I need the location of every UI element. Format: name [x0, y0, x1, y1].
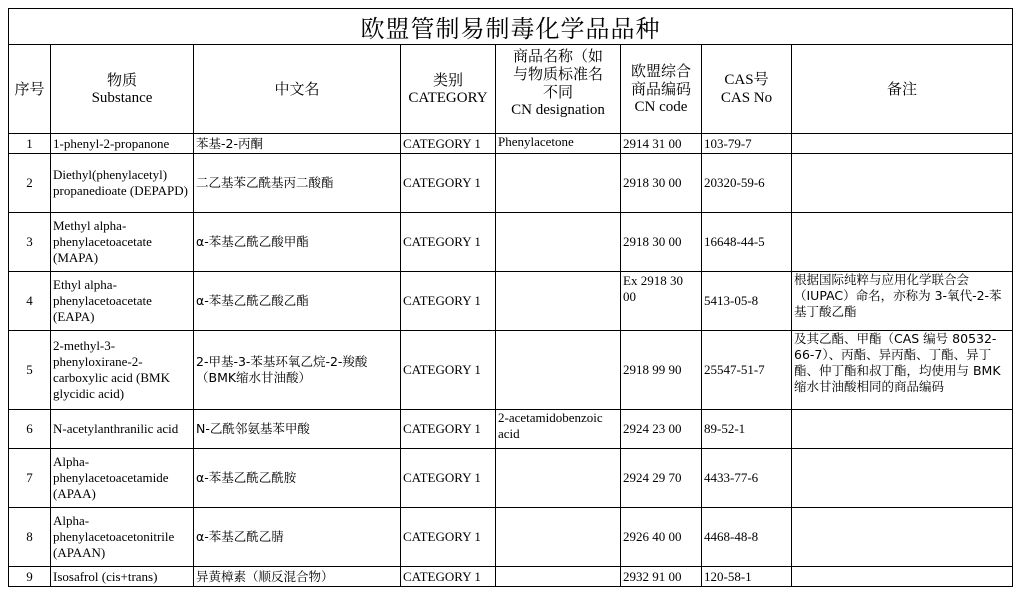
table-row — [9, 272, 1013, 331]
designation-cell — [496, 331, 621, 410]
note-text: 根据国际纯粹与应用化学联合会（IUPAC）命名，亦称为 3-氧代-2-苯基丁酸乙酯 — [794, 272, 1002, 319]
category-cell: CATEGORY 1 — [401, 449, 496, 508]
row-number: 8 — [9, 508, 51, 567]
row-number: 6 — [9, 410, 51, 449]
chinese-name-cell: 2-甲基-3-苯基环氧乙烷-2-羧酸（BMK缩水甘油酸） — [194, 331, 401, 410]
header-cas-en: CAS No — [720, 90, 773, 106]
designation-cell — [496, 272, 621, 331]
cn-code-cell: 2924 29 70 — [621, 449, 702, 508]
header-substance — [51, 45, 194, 134]
cas-cell: 16648-44-5 — [702, 213, 792, 272]
row-number: 3 — [9, 213, 51, 272]
header-seq: 序号 — [9, 45, 51, 134]
note-cell — [792, 331, 1013, 410]
cas-cell: 4433-77-6 — [702, 449, 792, 508]
row-number: 5 — [9, 331, 51, 410]
chinese-name-cell: α-苯基乙酰乙酸甲酯 — [194, 213, 401, 272]
category-cell: CATEGORY 1 — [401, 154, 496, 213]
header-cn-code-zh-1: 欧盟综合 — [630, 62, 691, 80]
table-row — [9, 567, 1013, 587]
row-number: 9 — [9, 567, 51, 587]
table-row — [9, 331, 1013, 410]
cas-cell: 89-52-1 — [702, 410, 792, 449]
category-cell: CATEGORY 1 — [401, 134, 496, 154]
chinese-name-cell: 二乙基苯乙酰基丙二酸酯 — [194, 154, 401, 213]
header-notes: 备注 — [792, 45, 1013, 134]
table-row — [9, 449, 1013, 508]
table-row — [9, 134, 1013, 154]
note-cell — [792, 449, 1013, 508]
substance-cell: Alpha-phenylacetoacetonitrile (APAAN) — [51, 508, 194, 567]
header-designation — [496, 45, 621, 134]
note-cell — [792, 213, 1013, 272]
header-designation-zh-2: 与物质标准名 — [512, 65, 603, 83]
designation-text: Phenylacetone — [498, 134, 574, 149]
category-cell: CATEGORY 1 — [401, 410, 496, 449]
cas-cell: 5413-05-8 — [702, 272, 792, 331]
table-row — [9, 213, 1013, 272]
note-cell — [792, 272, 1013, 331]
header-category-en: CATEGORY — [408, 90, 488, 106]
cn-code-cell: 2918 30 00 — [621, 213, 702, 272]
row-number: 7 — [9, 449, 51, 508]
cas-cell: 120-58-1 — [702, 567, 792, 587]
note-text: 及其乙酯、甲酯（CAS 编号 80532-66-7）、丙酯、异丙酯、丁酯、异丁酯、仲丁酯和叔丁酯，均使用与 BMK 缩水甘油酸相同的商品编码 — [794, 331, 1001, 394]
table-row — [9, 508, 1013, 567]
substance-cell: Alpha-phenylacetoacetamide (APAA) — [51, 449, 194, 508]
category-cell: CATEGORY 1 — [401, 567, 496, 587]
precursor-table-wrapper — [8, 8, 1013, 587]
chinese-name-cell: N-乙酰邻氨基苯甲酸 — [194, 410, 401, 449]
header-designation-en: CN designation — [511, 102, 605, 118]
category-cell: CATEGORY 1 — [401, 331, 496, 410]
designation-cell — [496, 508, 621, 567]
header-designation-zh-1: 商品名称（如 — [512, 47, 603, 65]
header-category — [401, 45, 496, 134]
substance-cell: N-acetylanthranilic acid — [51, 410, 194, 449]
substance-cell: Ethyl alpha-phenylacetoacetate (EAPA) — [51, 272, 194, 331]
designation-cell — [496, 567, 621, 587]
header-cas-zh: CAS号 — [724, 72, 769, 88]
cas-cell: 25547-51-7 — [702, 331, 792, 410]
cas-cell: 103-79-7 — [702, 134, 792, 154]
designation-cell: 2-acetamidobenzoic acid — [496, 410, 621, 449]
category-cell: CATEGORY 1 — [401, 272, 496, 331]
chinese-name-cell: 苯基-2-丙酮 — [194, 134, 401, 154]
cn-code-cell: Ex 2918 30 00 — [621, 272, 702, 331]
table-row — [9, 410, 1013, 449]
designation-cell — [496, 154, 621, 213]
cn-code-cell: 2924 23 00 — [621, 410, 702, 449]
cn-code-cell: 2918 30 00 — [621, 154, 702, 213]
substance-cell: Isosafrol (cis+trans) — [51, 567, 194, 587]
header-category-zh: 类别 — [432, 71, 463, 89]
header-designation-zh-3: 不同 — [542, 83, 573, 101]
row-number: 2 — [9, 154, 51, 213]
note-cell — [792, 134, 1013, 154]
header-cn-code-en: CN code — [634, 99, 688, 115]
substance-cell: Diethyl(phenylacetyl) propanedioate (DEPAPD) — [51, 154, 194, 213]
cn-code-cell: 2932 91 00 — [621, 567, 702, 587]
designation-cell — [496, 449, 621, 508]
cn-code-cell: 2926 40 00 — [621, 508, 702, 567]
row-number: 1 — [9, 134, 51, 154]
chinese-name-cell: α-苯基乙酰乙腈 — [194, 508, 401, 567]
substance-cell: Methyl alpha-phenylacetoacetate (MAPA) — [51, 213, 194, 272]
cn-code-cell: 2918 99 90 — [621, 331, 702, 410]
header-chinese-name: 中文名 — [194, 45, 401, 134]
chinese-name-cell: α-苯基乙酰乙酰胺 — [194, 449, 401, 508]
row-number: 4 — [9, 272, 51, 331]
cas-cell: 4468-48-8 — [702, 508, 792, 567]
substance-cell: 1-phenyl-2-propanone — [51, 134, 194, 154]
substance-cell: 2-methyl-3-phenyloxirane-2-carboxylic acid (BMK glycidic acid) — [51, 331, 194, 410]
note-cell — [792, 154, 1013, 213]
note-cell — [792, 508, 1013, 567]
header-cn-code-zh-2: 商品编码 — [630, 80, 691, 98]
note-cell — [792, 410, 1013, 449]
chinese-name-cell: α-苯基乙酰乙酸乙酯 — [194, 272, 401, 331]
precursor-table — [8, 8, 1013, 587]
cas-cell: 20320-59-6 — [702, 154, 792, 213]
header-row — [9, 45, 1013, 134]
category-cell: CATEGORY 1 — [401, 508, 496, 567]
header-substance-en: Substance — [91, 90, 153, 106]
chinese-name-cell: 异黄樟素（顺反混合物） — [194, 567, 401, 587]
category-cell: CATEGORY 1 — [401, 213, 496, 272]
designation-cell — [496, 213, 621, 272]
table-title: 欧盟管制易制毒化学品品种 — [9, 9, 1013, 45]
designation-cell — [496, 134, 621, 154]
cn-code-cell: 2914 31 00 — [621, 134, 702, 154]
header-cas — [702, 45, 792, 134]
table-row — [9, 154, 1013, 213]
header-cn-code — [621, 45, 702, 134]
header-substance-zh: 物质 — [106, 71, 137, 89]
note-cell — [792, 567, 1013, 587]
